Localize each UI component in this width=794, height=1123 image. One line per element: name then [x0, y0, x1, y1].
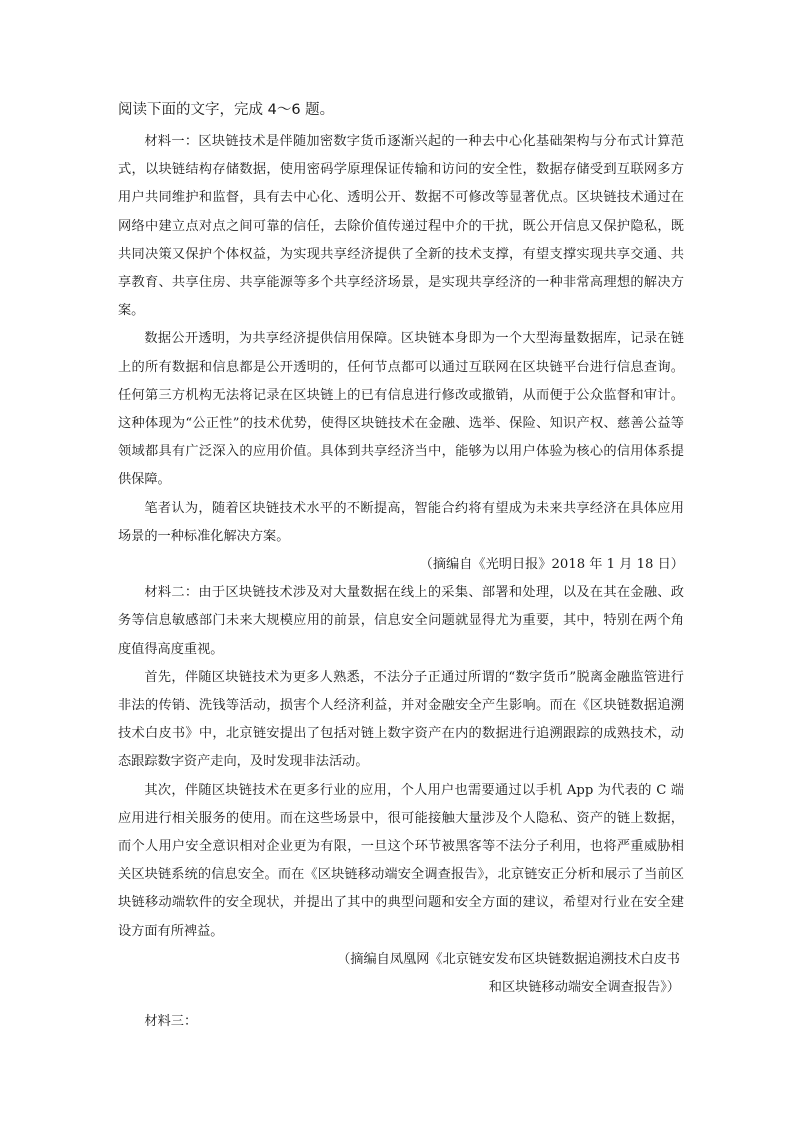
material-two-source-line-2: 和区块链移动端安全调查报告》） [488, 980, 680, 996]
material-one-paragraph-2: 数据公开透明，为共享经济提供信用保障。区块链本身即为一个大型海量数据库，记录在链上的所有数据和信息都是公开透明的，任何节点都可以通过互联网在区块链平台进行信息查询。任何第三方机构无法将记录在区块链上的已有信息进行修改或撤销，从而便于公众监督和审计。这种体现为“公正性”的技术优势，使得区块链技术在金融、选举、保险、知识产权、慈善公益等领域都具有广泛深入的应用价值。具体到共享经济当中，能够为以用户体验为核心的信用体系提供保障。 [118, 331, 684, 488]
material-two-paragraph-2: 首先，伴随区块链技术为更多人熟悉，不法分子正通过所谓的“数字货币”脱离金融监管进行非法的传销、洗钱等活动，损害个人经济利益，并对金融安全产生影响。而在《区块链数据追溯技术白皮书》中，北京链安提出了包括对链上数字资产在内的数据进行追溯跟踪的成熟技术，动态跟踪数字资产走向，及时发现非法活动。 [118, 669, 684, 770]
material-two-source-line-1: （摘编自凤凰网《北京链安发布区块链数据追溯技术白皮书 [337, 951, 680, 967]
question-heading: 阅读下面的文字，完成 4～6 题。 [118, 102, 335, 118]
material-three-label: 材料三： [144, 1014, 198, 1030]
material-three [118, 1008, 684, 1036]
material-two-paragraph-3: 其次，伴随区块链技术在更多行业的应用，个人用户也需要通过以手机 App 为代表的 C 端应用进行相关服务的使用。而在这些场景中，很可能接触大量涉及个人隐私、资产的链上数据，而个人用户安全意识相对企业更为有限，一旦这个环节被黑客等不法分子利用，也将严重威胁相关区块链系统的信息安全。而在《区块链移动端安全调查报告》，北京链安正分析和展示了当前区块链移动端软件的安全现状，并提出了其中的典型问题和安全方面的建议，希望对行业在安全建设方面有所裨益。 [118, 782, 684, 939]
material-two-paragraph-1: 材料二：由于区块链技术涉及对大量数据在线上的采集、部署和处理，以及在其在金融、政务等信息敏感部门未来大规模应用的前景，信息安全问题就显得尤为重要，其中，特别在两个角度值得高度重视。 [118, 585, 684, 657]
material-one-source: （摘编自《光明日报》2018 年 1 月 18 日） [419, 557, 684, 573]
material-one-paragraph-3: 笔者认为，随着区块链技术水平的不断提高，智能合约将有望成为未来共享经济在具体应用场景的一种标准化解决方案。 [118, 500, 684, 544]
document-page [118, 100, 684, 1037]
material-one [118, 128, 684, 579]
material-one-paragraph-1: 材料一：区块链技术是伴随加密数字货币逐渐兴起的一种去中心化基础架构与分布式计算范式，以块链结构存储数据，使用密码学原理保证传输和访问的安全性，数据存储受到互联网多方用户共同维护和监督，具有去中心化、透明公开、数据不可修改等显著优点。区块链技术通过在网络中建立点对点之间可靠的信任，去除价值传递过程中介的干扰，既公开信息又保护隐私，既共同决策又保护个体权益，为实现共享经济提供了全新的技术支撑，有望支撑实现共享交通、共享教育、共享住房、共享能源等多个共享经济场景，是实现共享经济的一种非常高理想的解决方案。 [118, 134, 684, 319]
material-two [118, 579, 684, 1002]
